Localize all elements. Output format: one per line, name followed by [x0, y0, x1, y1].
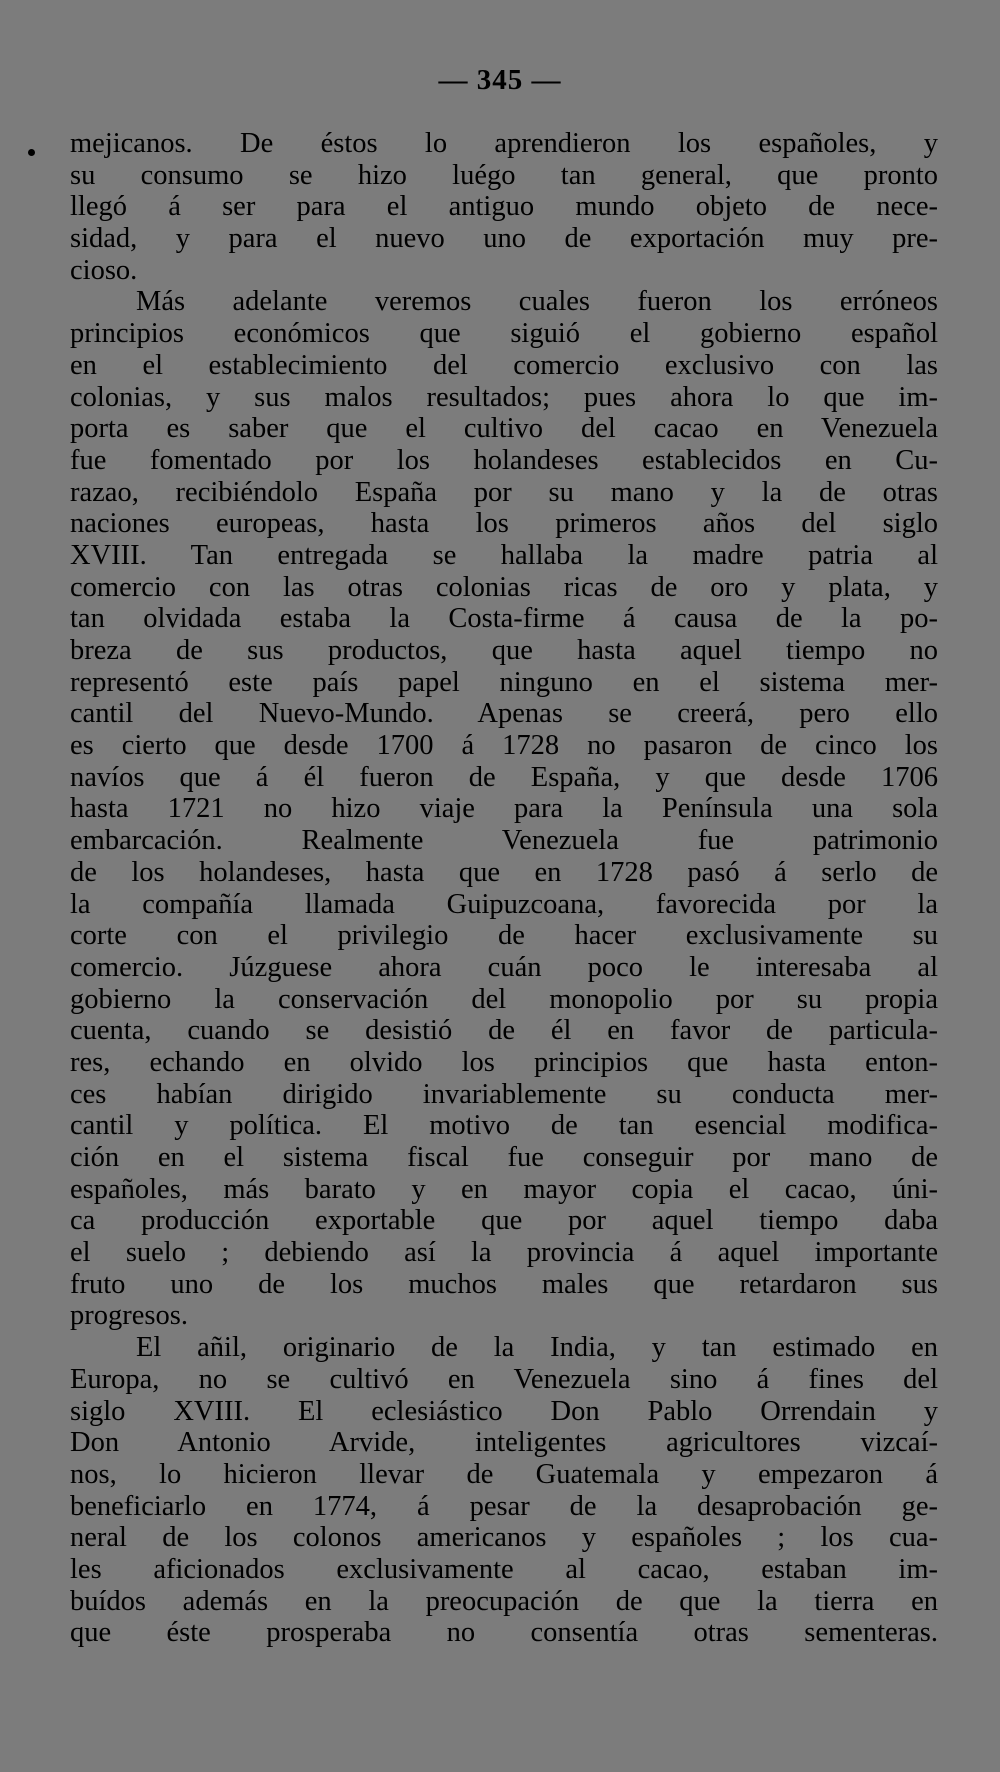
text-line: la compañía llamada Guipuzcoana, favorecida por la	[70, 888, 938, 920]
text-line: fruto uno de los muchos males que retardaron sus	[70, 1268, 938, 1300]
text-line: tan olvidada estaba la Costa-firme á causa de la po-	[70, 603, 938, 635]
text-line: fue fomentado por los holandeses establecidos en Cu-	[70, 444, 938, 476]
text-line: beneficiarlo en 1774, á pesar de la desaprobación ge-	[70, 1490, 938, 1522]
text-line: Don Antonio Arvide, inteligentes agricultores vizcaí-	[70, 1427, 938, 1459]
text-line: ca producción exportable que por aquel tiempo daba	[70, 1205, 938, 1237]
text-line: comercio con las otras colonias ricas de oro y plata, y	[70, 571, 938, 603]
text-line: res, echando en olvido los principios que hasta enton-	[70, 1046, 938, 1078]
text-line: cioso.	[70, 254, 138, 286]
page-number: — 345 —	[438, 64, 562, 96]
text-line: comercio. Júzguese ahora cuán poco le interesaba al	[70, 951, 938, 983]
text-line: cantil y política. El motivo de tan esencial modifica-	[70, 1110, 938, 1142]
text-line: sidad, y para el nuevo uno de exportación muy pre-	[70, 223, 938, 255]
text-line: de los holandeses, hasta que en 1728 pasó á serlo de	[70, 856, 938, 888]
text-line: Europa, no se cultivó en Venezuela sino á fines del	[70, 1363, 938, 1395]
paragraph	[70, 286, 938, 1332]
text-line: neral de los colonos americanos y españoles ; los cua-	[70, 1522, 938, 1554]
text-line: que éste prosperaba no consentía otras sementeras.	[70, 1617, 938, 1649]
text-line: navíos que á él fueron de España, y que desde 1706	[70, 761, 938, 793]
paragraph	[70, 128, 938, 286]
text-line: El añil, originario de la India, y tan estimado en	[136, 1332, 938, 1364]
text-line: breza de sus productos, que hasta aquel tiempo no	[70, 635, 938, 666]
text-line: mejicanos. De éstos lo aprendieron los españoles, y	[70, 128, 938, 159]
text-line: representó este país papel ninguno en el sistema mer-	[70, 666, 938, 698]
text-line: hasta 1721 no hizo viaje para la Península una sola	[70, 793, 938, 825]
text-line: gobierno la conservación del monopolio por su propia	[70, 983, 938, 1015]
text-line: razao, recibiéndolo España por su mano y la de otras	[70, 476, 938, 508]
text-line: cuenta, cuando se desistió de él en favor de particula-	[70, 1015, 938, 1047]
paragraph	[70, 1332, 938, 1649]
text-line: ción en el sistema fiscal fue conseguir por mano de	[70, 1142, 938, 1173]
text-line: principios económicos que siguió el gobierno español	[70, 318, 938, 350]
text-line: españoles, más barato y en mayor copia el cacao, úni-	[70, 1173, 938, 1205]
text-line: ces habían dirigido invariablemente su conducta mer-	[70, 1078, 938, 1110]
text-line: naciones europeas, hasta los primeros años del siglo	[70, 508, 938, 540]
text-line: en el establecimiento del comercio exclusivo con las	[70, 349, 938, 381]
text-line: progresos.	[70, 1300, 188, 1332]
text-line: el suelo ; debiendo así la provincia á aquel importante	[70, 1237, 938, 1269]
text-line: les aficionados exclusivamente al cacao, estaban im-	[70, 1553, 938, 1585]
text-line: llegó á ser para el antiguo mundo objeto de nece-	[70, 191, 938, 223]
text-line: porta es saber que el cultivo del cacao en Venezuela	[70, 413, 938, 445]
text-line: colonias, y sus malos resultados; pues ahora lo que im-	[70, 381, 938, 413]
text-line: su consumo se hizo luégo tan general, que pronto	[70, 159, 938, 191]
text-line: embarcación. Realmente Venezuela fue patrimonio	[70, 825, 938, 857]
ink-speck	[28, 149, 35, 156]
text-line: cantil del Nuevo-Mundo. Apenas se creerá, pero ello	[70, 698, 938, 730]
text-line: XVIII. Tan entregada se hallaba la madre patria al	[70, 539, 938, 571]
text-line: Más adelante veremos cuales fueron los erróneos	[136, 286, 938, 318]
text-line: corte con el privilegio de hacer exclusivamente su	[70, 920, 938, 952]
text-line: buídos además en la preocupación de que la tierra en	[70, 1585, 938, 1617]
text-line: nos, lo hicieron llevar de Guatemala y empezaron á	[70, 1458, 938, 1490]
body-text	[70, 128, 938, 1649]
text-line: siglo XVIII. El eclesiástico Don Pablo Orrendain y	[70, 1395, 938, 1427]
text-line: es cierto que desde 1700 á 1728 no pasaron de cinco los	[70, 730, 938, 762]
